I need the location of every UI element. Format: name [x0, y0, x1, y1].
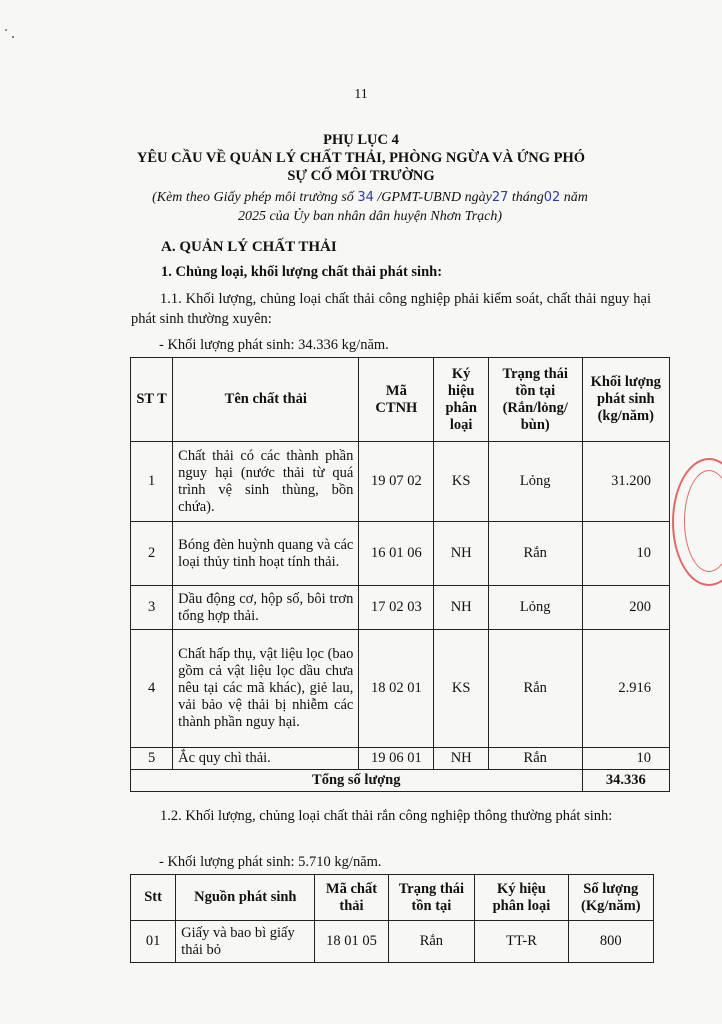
cell-trang-thai: Rắn	[488, 522, 582, 586]
handwritten-month: 02	[543, 190, 561, 205]
col-stt: Stt	[131, 875, 176, 921]
seal-inner-ring	[684, 470, 722, 572]
scan-speck	[12, 36, 14, 38]
col-nguon: Nguồn phát sinh	[176, 875, 315, 921]
cell-ten: Chất thải có các thành phần nguy hại (nước thải từ quá trình vệ sinh thùng, bồn chứa).	[173, 442, 359, 522]
cell-ky-hieu: KS	[434, 442, 489, 522]
cell-nguon: Giấy và bao bì giấy thải bỏ	[176, 921, 315, 963]
cell-stt: 01	[131, 921, 176, 963]
col-ten: Tên chất thải	[173, 358, 359, 442]
col-ky-hieu: Ký hiệu phân loại	[434, 358, 489, 442]
table-row	[131, 630, 670, 748]
cell-khoi-luong: 2.916	[582, 630, 669, 748]
cell-ten: Ắc quy chì thải.	[173, 748, 359, 770]
subtitle	[60, 188, 680, 226]
page-number: 11	[354, 87, 368, 102]
table-row	[131, 921, 654, 963]
col-khoi-luong: Khối lượng phát sinh (kg/năm)	[582, 358, 669, 442]
cell-ma: 19 07 02	[359, 442, 434, 522]
cell-khoi-luong: 31.200	[582, 442, 669, 522]
table-row	[131, 442, 670, 522]
cell-khoi-luong: 200	[582, 586, 669, 630]
khoi-luong-2: - Khối lượng phát sinh: 5.710 kg/năm.	[159, 854, 382, 870]
cell-trang-thai: Lỏng	[488, 442, 582, 522]
khoi-luong-1: - Khối lượng phát sinh: 34.336 kg/năm.	[159, 337, 389, 353]
total-value: 34.336	[582, 770, 669, 792]
handwritten-day: 27	[491, 190, 509, 205]
col-ma: Mã chất thải	[315, 875, 388, 921]
heading-line-2: YÊU CẦU VỀ QUẢN LÝ CHẤT THẢI, PHÒNG NGỪA VÀ ỨNG PHÓ	[136, 150, 586, 166]
heading-line-3: SỰ CỐ MÔI TRƯỜNG	[287, 168, 435, 184]
subtitle-line-2: 2025 của Ủy ban nhân dân huyện Nhơn Trạch)	[237, 209, 503, 224]
cell-ky-hieu: NH	[434, 522, 489, 586]
cell-stt: 5	[131, 748, 173, 770]
cell-ky-hieu: NH	[434, 748, 489, 770]
table-total-row	[131, 770, 670, 792]
cell-ten: Bóng đèn huỳnh quang và các loại thủy tinh hoạt tính thải.	[173, 522, 359, 586]
cell-ma: 16 01 06	[359, 522, 434, 586]
col-ma: Mã CTNH	[359, 358, 434, 442]
cell-ma: 18 01 05	[315, 921, 388, 963]
cell-stt: 1	[131, 442, 173, 522]
table-row	[131, 522, 670, 586]
cell-trang-thai: Rắn	[488, 630, 582, 748]
subtitle-text: /GPMT-UBND ngày	[373, 190, 492, 205]
subtitle-text: (Kèm theo Giấy phép môi trường số	[152, 190, 358, 205]
appendix-heading	[0, 131, 722, 185]
subtitle-text: năm	[560, 190, 588, 205]
col-so-luong: Số lượng (Kg/năm)	[568, 875, 653, 921]
scan-speck	[5, 29, 7, 31]
red-seal-stamp	[672, 458, 722, 586]
cell-trang-thai: Rắn	[388, 921, 475, 963]
table-header-row	[131, 358, 670, 442]
heading-line-1: PHỤ LỤC 4	[323, 132, 399, 148]
cell-trang-thai: Lỏng	[488, 586, 582, 630]
cell-trang-thai: Rắn	[488, 748, 582, 770]
col-ky-hieu: Ký hiệu phân loại	[475, 875, 568, 921]
subtitle-text: tháng	[508, 190, 544, 205]
cell-stt: 4	[131, 630, 173, 748]
cell-ma: 19 06 01	[359, 748, 434, 770]
paragraph-1-2: 1.2. Khối lượng, chủng loại chất thải rắn công nghiệp thông thường phát sinh:	[160, 808, 613, 824]
cell-khoi-luong: 10	[582, 522, 669, 586]
handwritten-number: 34	[357, 190, 374, 205]
cell-ma: 18 02 01	[359, 630, 434, 748]
hazardous-waste-table	[130, 357, 670, 792]
col-trang-thai: Trạng thái tồn tại	[388, 875, 475, 921]
section-1-title: 1. Chủng loại, khối lượng chất thải phát sinh:	[161, 264, 443, 280]
cell-stt: 3	[131, 586, 173, 630]
section-a-title: A. QUẢN LÝ CHẤT THẢI	[161, 239, 337, 255]
solid-waste-table	[130, 874, 654, 963]
paragraph-1-1: 1.1. Khối lượng, chủng loại chất thải công nghiệp phải kiểm soát, chất thải nguy hại phát sinh thường xuyên:	[131, 291, 651, 327]
cell-ky-hieu: KS	[434, 630, 489, 748]
total-label: Tổng số lượng	[131, 770, 583, 792]
cell-ma: 17 02 03	[359, 586, 434, 630]
cell-ky-hieu: NH	[434, 586, 489, 630]
cell-ten: Chất hấp thụ, vật liệu lọc (bao gồm cả vật liệu lọc dầu chưa nêu tại các mã khác), giẻ lau, vải bảo vệ thải bị nhiễm các thành phần nguy hại.	[173, 630, 359, 748]
cell-khoi-luong: 10	[582, 748, 669, 770]
cell-ky-hieu: TT-R	[475, 921, 568, 963]
table-header-row	[131, 875, 654, 921]
table-row	[131, 748, 670, 770]
cell-ten: Dầu động cơ, hộp số, bôi trơn tổng hợp thải.	[173, 586, 359, 630]
cell-stt: 2	[131, 522, 173, 586]
col-trang-thai: Trạng thái tồn tại (Rắn/lỏng/ bùn)	[488, 358, 582, 442]
table-row	[131, 586, 670, 630]
cell-so-luong: 800	[568, 921, 653, 963]
col-stt: ST T	[131, 358, 173, 442]
